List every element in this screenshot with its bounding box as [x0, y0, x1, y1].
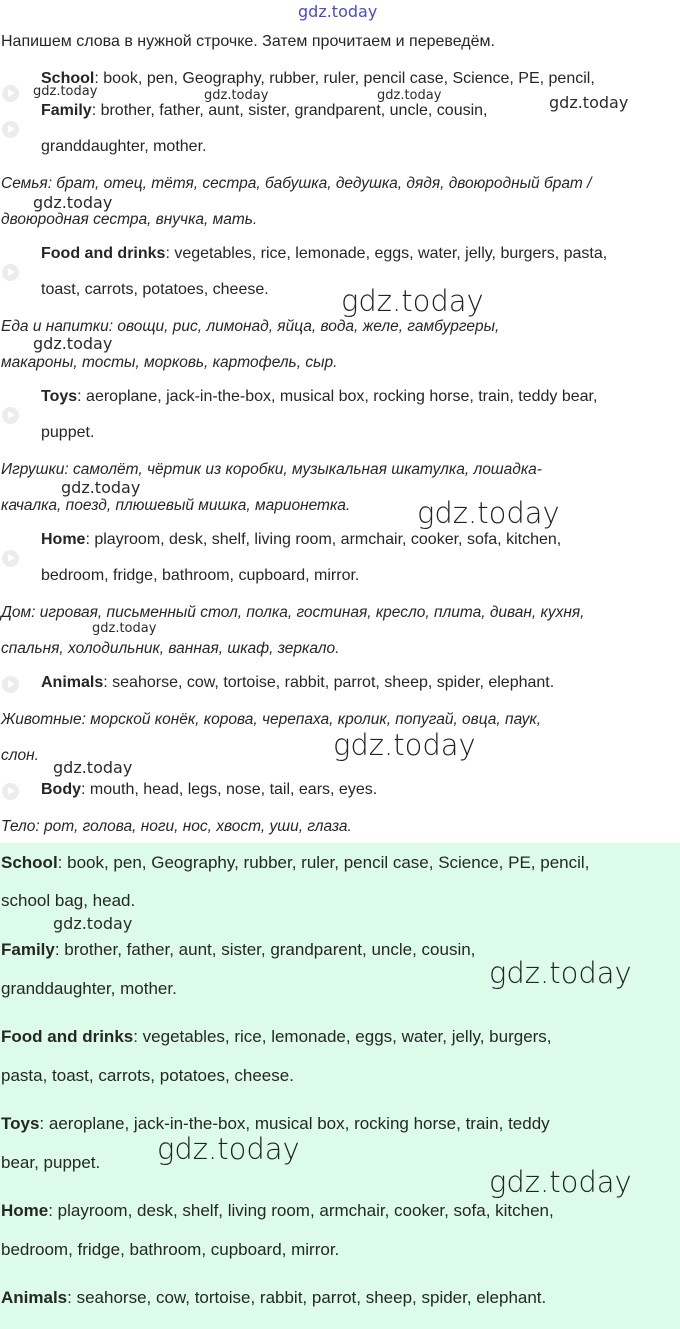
play-icon[interactable] [2, 264, 19, 281]
watermark: gdz.today [341, 284, 484, 318]
home-line: Home: playroom, desk, shelf, living room, armchair, cooker, sofa, kitchen, [41, 531, 562, 548]
home-translation-1: Дом: игровая, письменный стол, полка, гостиная, кресло, плита, диван, кухня, [1, 604, 585, 621]
watermark: gdz.today [33, 334, 113, 353]
watermark: gdz.today [204, 88, 269, 103]
family-line: Family: brother, father, aunt, sister, grandparent, uncle, cousin, [41, 102, 488, 119]
play-icon[interactable] [2, 676, 19, 693]
answer-block [0, 843, 680, 1329]
body-translation-1: Тело: рот, голова, ноги, нос, хвост, уши, глаза. [1, 818, 352, 835]
answer-toys-line-2: bear, puppet. [1, 1153, 101, 1172]
family-translation-2: двоюродная сестра, внучка, мать. [1, 211, 258, 228]
toys-line: Toys: aeroplane, jack-in-the-box, musical box, rocking horse, train, teddy bear, [41, 388, 598, 405]
answer-food-line-2: pasta, toast, carrots, potatoes, cheese. [1, 1066, 294, 1085]
food-line: Food and drinks: vegetables, rice, lemonade, eggs, water, jelly, burgers, pasta, [41, 245, 608, 262]
watermark: gdz.today [61, 478, 141, 497]
animals-line: Animals: seahorse, cow, tortoise, rabbit, parrot, sheep, spider, elephant. [41, 674, 555, 691]
body-line: Body: mouth, head, legs, nose, tail, ears, eyes. [41, 781, 378, 798]
watermark: gdz.today [549, 93, 629, 112]
play-icon[interactable] [2, 783, 19, 800]
home-line-2: bedroom, fridge, bathroom, cupboard, mirror. [41, 567, 360, 584]
answer-school-line: School: book, pen, Geography, rubber, ruler, pencil case, Science, PE, pencil, [1, 853, 590, 872]
play-icon[interactable] [2, 550, 19, 567]
watermark: gdz.today [333, 728, 476, 762]
food-translation-1: Еда и напитки: овощи, рис, лимонад, яйца, вода, желе, гамбургеры, [1, 318, 500, 335]
answer-animals-line: Animals: seahorse, cow, tortoise, rabbit, parrot, sheep, spider, elephant. [1, 1288, 547, 1307]
answer-home-line: Home: playroom, desk, shelf, living room, armchair, cooker, sofa, kitchen, [1, 1201, 554, 1220]
animals-translation-1: Животные: морской конёк, корова, черепаха, кролик, попугай, овца, паук, [1, 711, 542, 728]
toys-line-2: puppet. [41, 424, 95, 441]
watermark: gdz.today [33, 193, 113, 212]
watermark: gdz.today [53, 914, 133, 933]
watermark: gdz.today [417, 496, 560, 530]
task-intro: Напишем слова в нужной строчке. Затем прочитаем и переведём. [1, 33, 495, 50]
toys-translation-2: качалка, поезд, плюшевый мишка, марионетка. [1, 497, 351, 514]
food-translation-2: макароны, тосты, морковь, картофель, сыр. [1, 354, 338, 371]
animals-translation-2: слон. [1, 747, 39, 764]
watermark: gdz.today [489, 956, 632, 990]
family-line-2: granddaughter, mother. [41, 138, 207, 155]
watermark: gdz.today [53, 758, 133, 777]
answer-toys-line: Toys: aeroplane, jack-in-the-box, musical box, rocking horse, train, teddy [1, 1114, 550, 1133]
answer-home-line-2: bedroom, fridge, bathroom, cupboard, mirror. [1, 1240, 340, 1259]
toys-translation-1: Игрушки: самолёт, чёртик из коробки, музыкальная шкатулка, лошадка- [1, 461, 542, 478]
watermark: gdz.today [489, 1165, 632, 1199]
watermark-top: gdz.today [298, 2, 378, 21]
school-line: School: book, pen, Geography, rubber, ruler, pencil case, Science, PE, pencil, [41, 70, 595, 87]
answer-school-line-2: school bag, head. [1, 891, 136, 910]
play-icon[interactable] [2, 121, 19, 138]
play-icon[interactable] [2, 407, 19, 424]
answer-family-line-2: granddaughter, mother. [1, 979, 177, 998]
watermark: gdz.today [157, 1132, 300, 1166]
watermark: gdz.today [92, 621, 157, 636]
answer-food-line: Food and drinks: vegetables, rice, lemonade, eggs, water, jelly, burgers, [1, 1027, 552, 1046]
play-icon[interactable] [2, 85, 19, 102]
answer-family-line: Family: brother, father, aunt, sister, grandparent, uncle, cousin, [1, 940, 476, 959]
watermark: gdz.today [377, 88, 442, 103]
food-line-2: toast, carrots, potatoes, cheese. [41, 281, 269, 298]
home-translation-2: спальня, холодильник, ванная, шкаф, зеркало. [1, 640, 340, 657]
watermark: gdz.today [33, 84, 98, 99]
family-translation-1: Семья: брат, отец, тётя, сестра, бабушка, дедушка, дядя, двоюродный брат / [1, 175, 592, 192]
